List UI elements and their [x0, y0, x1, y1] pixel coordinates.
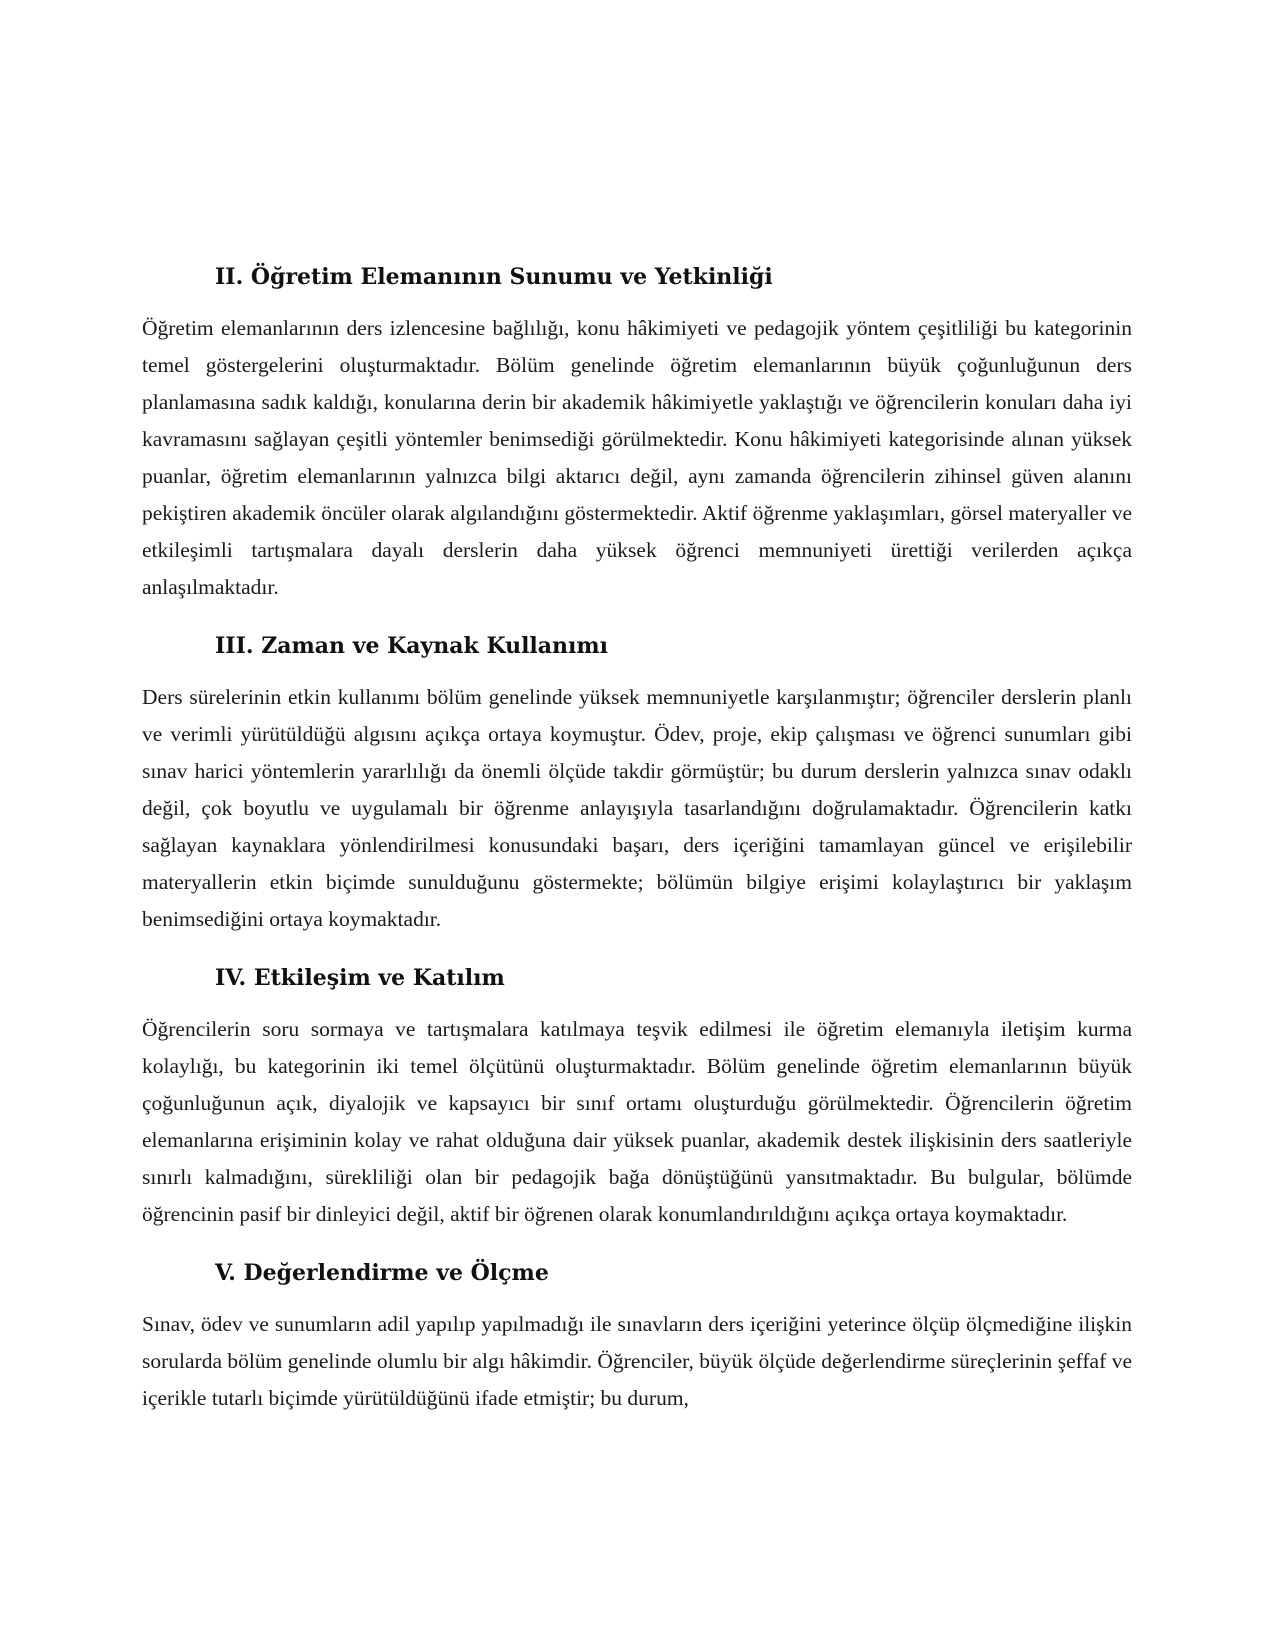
section-heading: V. Değerlendirme ve Ölçme — [215, 1260, 549, 1286]
section-paragraph: Ders sürelerinin etkin kullanımı bölüm genelinde yüksek memnuniyetle karşılanmıştır; öğrenciler derslerin planlı ve verimli yürütüldüğü algısını açıkça ortaya koymuştur. Ödev, proje, ekip çalışması ve öğrenci sunumları gibi sınav harici yöntemlerin yararlılığı da önemli ölçüde takdir görmüştür; bu durum derslerin yalnızca sınav odaklı değil, çok boyutlu ve uygulamalı bir öğrenme anlayışıyla tasarlandığını doğrulamaktadır. Öğrencilerin katkı sağlayan kaynaklara yönlendirilmesi konusundaki başarı, ders içeriğini tamamlayan güncel ve erişilebilir materyallerin etkin biçimde sunulduğunu göstermekte; bölümün bilgiye erişimi kolaylaştırıcı bir yaklaşım benimsediğini ortaya koymaktadır. — [142, 685, 1132, 931]
section-paragraph: Sınav, ödev ve sunumların adil yapılıp yapılmadığı ile sınavların ders içeriğini yeterince ölçüp ölçmediğine ilişkin sorularda bölüm genelinde olumlu bir algı hâkimdir. Öğrenciler, büyük ölçüde değerlendirme süreçlerinin şeffaf ve içerikle tutarlı biçimde yürütüldüğünü ifade etmiştir; bu durum, — [142, 1312, 1132, 1410]
section-heading: III. Zaman ve Kaynak Kullanımı — [215, 633, 609, 659]
section-paragraph: Öğretim elemanlarının ders izlencesine bağlılığı, konu hâkimiyeti ve pedagojik yöntem çeşitliliği bu kategorinin temel göstergelerini oluşturmaktadır. Bölüm genelinde öğretim elemanlarının büyük çoğunluğunun ders planlamasına sadık kaldığı, konularına derin bir akademik hâkimiyetle yaklaştığı ve öğrencilerin konuları daha iyi kavramasını sağlayan çeşitli yöntemler benimsediği görülmektedir. Konu hâkimiyeti kategorisinde alınan yüksek puanlar, öğretim elemanlarının yalnızca bilgi aktarıcı değil, aynı zamanda öğrencilerin zihinsel güven alanını pekiştiren akademik öncüler olarak algılandığını göstermektedir. Aktif öğrenme yaklaşımları, görsel materyaller ve etkileşimli tartışmalara dayalı derslerin daha yüksek öğrenci memnuniyeti ürettiği verilerden açıkça anlaşılmaktadır. — [142, 316, 1132, 599]
section-assessment-measurement — [142, 1258, 1132, 1417]
section-instructor-presentation — [142, 262, 1132, 606]
section-heading: IV. Etkileşim ve Katılım — [215, 965, 505, 991]
section-interaction-participation — [142, 963, 1132, 1233]
document-page — [142, 262, 1132, 1442]
section-paragraph: Öğrencilerin soru sormaya ve tartışmalara katılmaya teşvik edilmesi ile öğretim elemanıyla iletişim kurma kolaylığı, bu kategorinin iki temel ölçütünü oluşturmaktadır. Bölüm genelinde öğretim elemanlarının büyük çoğunluğunun açık, diyalojik ve kapsayıcı bir sınıf ortamı oluşturduğu görülmektedir. Öğrencilerin öğretim elemanlarına erişiminin kolay ve rahat olduğuna dair yüksek puanlar, akademik destek ilişkisinin ders saatleriyle sınırlı kalmadığını, sürekliliği olan bir pedagojik bağa dönüştüğünü yansıtmaktadır. Bu bulgular, bölümde öğrencinin pasif bir dinleyici değil, aktif bir öğrenen olarak konumlandırıldığını açıkça ortaya koymaktadır. — [142, 1017, 1132, 1226]
section-heading: II. Öğretim Elemanının Sunumu ve Yetkinliği — [215, 264, 773, 290]
section-time-resources — [142, 631, 1132, 938]
